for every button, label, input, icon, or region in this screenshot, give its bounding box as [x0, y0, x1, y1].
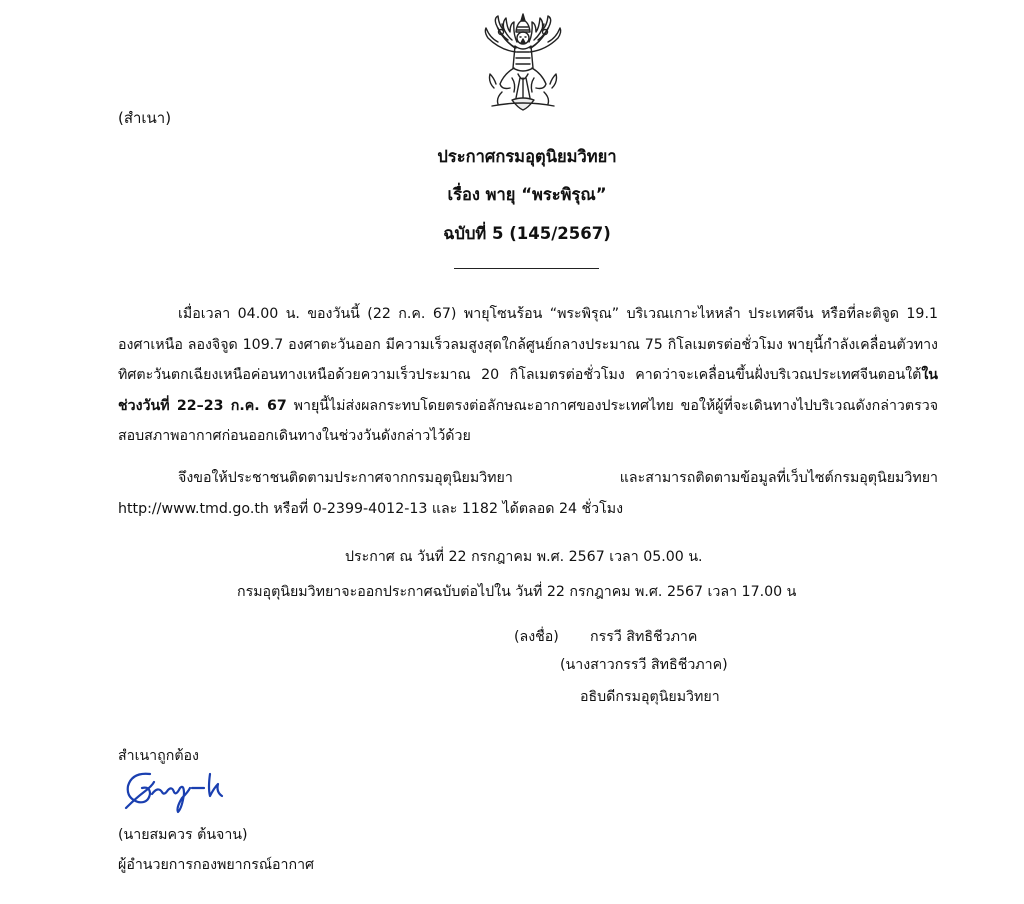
- certified-copy-label: สำเนาถูกต้อง: [118, 748, 199, 764]
- certifier-position: ผู้อำนวยการกองพยากรณ์อากาศ: [118, 857, 315, 873]
- announcement-subject: เรื่อง พายุ “พระพิรุณ”: [447, 185, 607, 204]
- storm-details-paragraph: [118, 299, 938, 452]
- director-position: อธิบดีกรมอุตุนิยมวิทยา: [580, 689, 720, 705]
- issued-datetime: ประกาศ ณ วันที่ 22 กรกฎาคม พ.ศ. 2567 เวลา 05.00 น.: [345, 549, 703, 565]
- announcement-title: ประกาศกรมอุตุนิยมวิทยา: [437, 147, 617, 166]
- contact-paragraph: จึงขอให้ประชาชนติดตามประกาศจากกรมอุตุนิยมวิทยา และสามารถติดตามข้อมูลที่เว็บไซต์กรมอุตุนิยมวิทยา http://www.tmd.go.th หรือที่ 0-2399-4012-13 และ 1182 ได้ตลอด 24 ชั่วโมง: [118, 470, 938, 517]
- announcement-issue-number: ฉบับที่ 5 (145/2567): [443, 224, 611, 243]
- director-signature-name: กรรวี สิทธิชีวภาค: [590, 629, 698, 645]
- paragraph-text-continued: พายุนี้ไม่ส่งผลกระทบโดยตรงต่อลักษณะอากาศของประเทศไทย ขอให้ผู้ที่จะเดินทางไปบริเวณดังกล่าวตรวจสอบสภาพอากาศก่อนออกเดินทางในช่วงวันดังกล่าวไว้ด้วย: [118, 397, 939, 444]
- paragraph-text: เมื่อเวลา 04.00 น. ของวันนี้ (22 ก.ค. 67) พายุโซนร้อน “พระพิรุณ” บริเวณเกาะไหหลำ ประเทศจีน หรือที่ละติจูด 19.1 องศาเหนือ ลองจิจูด 109.7 องศาตะวันออก มีความเร็วลมสูงสุดใกล้ศูนย์กลางประมาณ 75 กิโลเมตรต่อชั่วโมง พายุนี้กำลังเคลื่อนตัวทางทิศตะวันตกเฉียงเหนือค่อนทางเหนือด้วยความเร็วประมาณ 20 กิโลเมตรต่อชั่วโมง คาดว่าจะเคลื่อนขึ้นฝั่งบริเวณประเทศจีนตอนใต้: [118, 306, 938, 383]
- copy-mark: (สำเนา): [118, 109, 172, 127]
- handwritten-signature: [122, 768, 232, 814]
- impact-date-bold: ในช่วงวันที่ 22–23 ก.ค. 67: [118, 367, 938, 414]
- next-issue-note: กรมอุตุนิยมวิทยาจะออกประกาศฉบับต่อไปใน วันที่ 22 กรกฎาคม พ.ศ. 2567 เวลา 17.00 น: [237, 584, 797, 600]
- signed-label: (ลงชื่อ): [514, 629, 559, 645]
- garuda-emblem-icon: [472, 12, 574, 112]
- director-full-name: (นางสาวกรรวี สิทธิชีวภาค): [560, 657, 728, 673]
- title-divider: [454, 268, 599, 269]
- certifier-name: (นายสมควร ต้นจาน): [118, 827, 248, 843]
